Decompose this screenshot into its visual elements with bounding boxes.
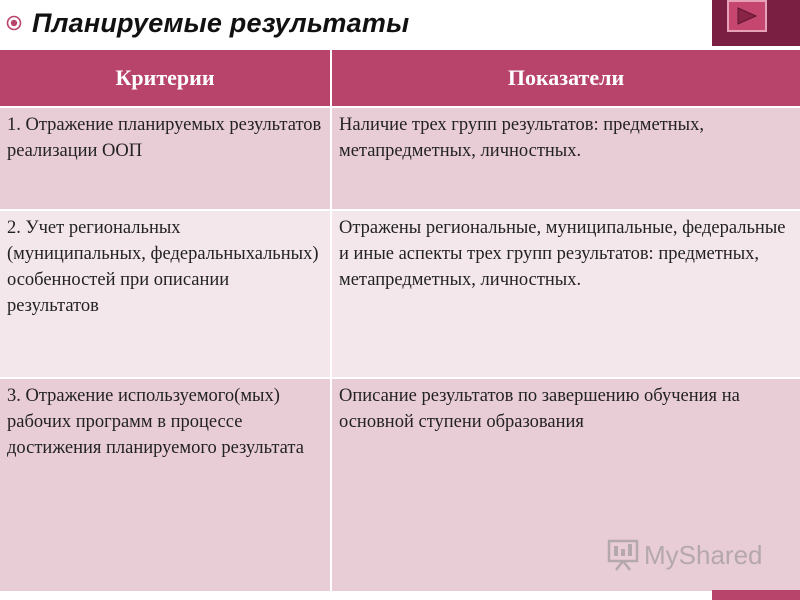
criterion-cell: 2. Учет региональных (муниципальных, федеральныхальных) особенностей при описании результатов [0, 210, 331, 378]
header-criteria: Критерии [0, 50, 331, 107]
indicator-cell: Описание результатов по завершению обучения на основной ступени образования [331, 378, 800, 592]
criteria-table [0, 50, 800, 593]
slide-title: Планируемые результаты [32, 7, 410, 38]
indicator-cell: Отражены региональные, муниципальные, федеральные и иные аспекты трех групп результатов: предметных, метапредметных, личностных. [331, 210, 800, 378]
next-slide-button[interactable] [727, 0, 767, 32]
criterion-cell: 3. Отражение используемого(мых) рабочих программ в процессе достижения планируемого результата [0, 378, 331, 592]
play-triangle-icon [736, 6, 758, 26]
watermark-text: MyShared [644, 539, 763, 570]
circle-dot-bullet-icon [6, 15, 22, 31]
indicator-cell: Наличие трех групп результатов: предметных, метапредметных, личностных. [331, 107, 800, 210]
table-row [0, 107, 800, 210]
header-indicators: Показатели [331, 50, 800, 107]
table-row [0, 210, 800, 378]
watermark [606, 536, 763, 574]
table-header-row [0, 50, 800, 107]
slide-title-row [6, 4, 409, 42]
criterion-cell: 1. Отражение планируемых результатов реализации ООП [0, 107, 331, 210]
bottom-accent-strip [712, 590, 800, 600]
projector-screen-icon [606, 538, 640, 572]
